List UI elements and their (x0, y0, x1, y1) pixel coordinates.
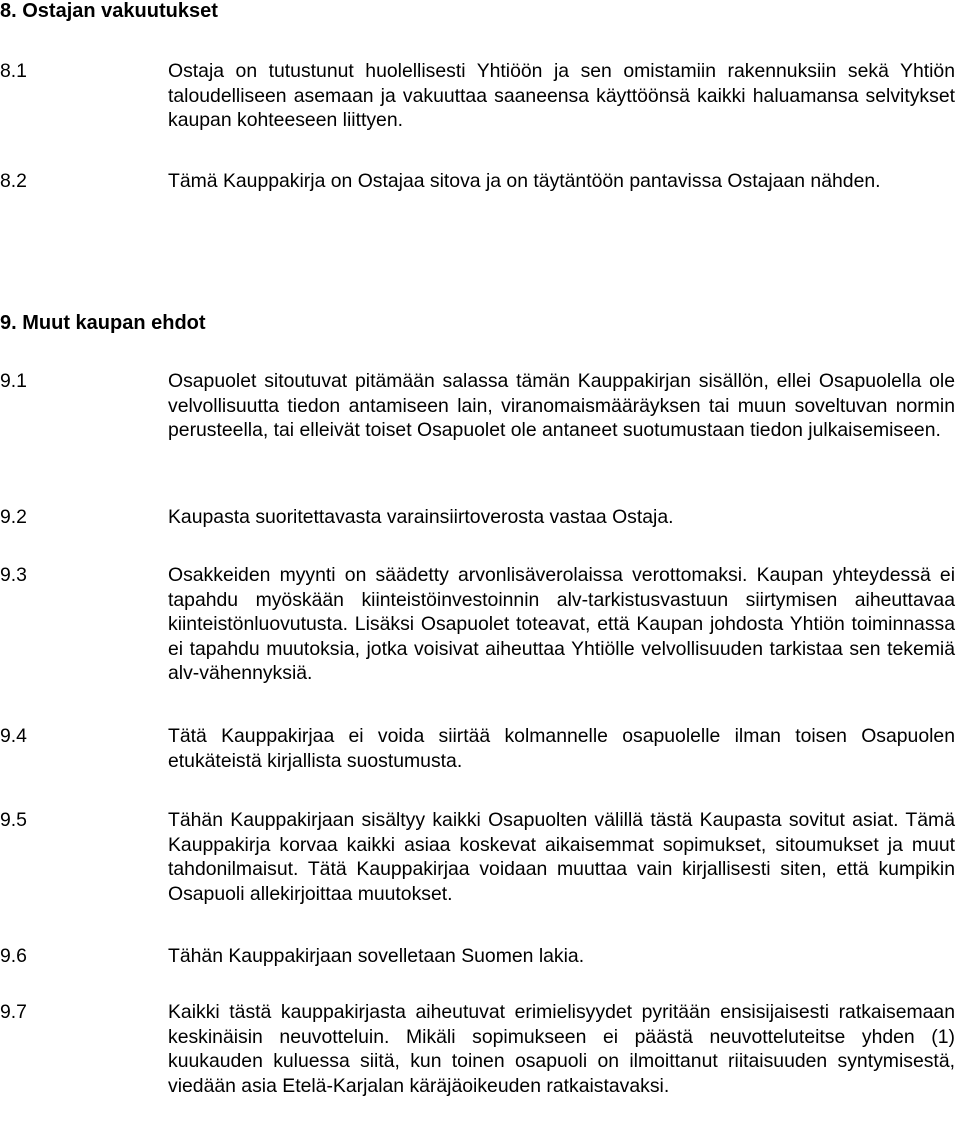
clause-text: Tähän Kauppakirjaan sisältyy kaikki Osapuolten välillä tästä Kaupasta sovitut asiat. Tämä Kauppakirja korvaa kaikki asiaa koskevat aikaisemmat sopimukset, sitoumukset ja muut tahdonilmaisut. Tätä Kauppakirjaa voidaan muuttaa vain kirjallisesti siten, että kumpikin Osapuoli allekirjoittaa muutokset. (168, 809, 955, 905)
clause-text: Osapuolet sitoutuvat pitämään salassa tämän Kauppakirjan sisällön, ellei Osapuolella ole velvollisuutta tiedon antamiseen lain, viranomaismääräyksen tai muun soveltuvan normin perusteella, tai elleivät toiset Osapuolet ole antaneet suotumustaan tiedon julkaisemiseen. (168, 370, 955, 441)
section-9-heading: 9. Muut kaupan ehdot (0, 312, 206, 334)
clause-number: 9.6 (0, 945, 27, 967)
clause-8-1 (0, 59, 955, 133)
clause-number: 9.1 (0, 370, 27, 392)
clause-number: 8.1 (0, 60, 27, 82)
clause-number: 8.2 (0, 170, 27, 192)
clause-number: 9.5 (0, 809, 27, 831)
clause-text: Ostaja on tutustunut huolellisesti Yhtiöön ja sen omistamiin rakennuksiin sekä Yhtiön taloudelliseen asemaan ja vakuuttaa saaneensa käyttöönsä kaikki haluamansa selvitykset kaupan kohteeseen liittyen. (168, 60, 955, 131)
clause-9-5 (0, 808, 955, 906)
clause-9-6 (0, 944, 955, 969)
clause-number: 9.7 (0, 1001, 27, 1023)
section-8-heading: 8. Ostajan vakuutukset (0, 0, 218, 22)
clause-9-4 (0, 724, 955, 773)
clause-text: Tämä Kauppakirja on Ostajaa sitova ja on täytäntöön pantavissa Ostajaan nähden. (168, 170, 881, 192)
clause-8-2 (0, 169, 955, 194)
clause-text: Tähän Kauppakirjaan sovelletaan Suomen lakia. (168, 945, 585, 967)
clause-text: Kaikki tästä kauppakirjasta aiheutuvat erimielisyydet pyritään ensisijaisesti ratkaisemaan keskinäisin neuvotteluin. Mikäli sopimukseen ei päästä neuvotteluteitse yhden (1) kuukauden kuluessa siitä, kun toinen osapuoli on ilmoittanut riitaisuuden syntymisestä, viedään asia Etelä-Karjalan käräjäoikeuden ratkaistavaksi. (168, 1001, 955, 1097)
clause-9-3 (0, 563, 955, 686)
clause-9-2 (0, 505, 955, 530)
clause-number: 9.2 (0, 506, 27, 528)
clause-9-7 (0, 1000, 955, 1098)
clause-number: 9.4 (0, 725, 27, 747)
clause-text: Kaupasta suoritettavasta varainsiirtoverosta vastaa Ostaja. (168, 506, 674, 528)
clause-number: 9.3 (0, 564, 27, 586)
clause-text: Tätä Kauppakirjaa ei voida siirtää kolmannelle osapuolelle ilman toisen Osapuolen etukäteistä kirjallista suostumusta. (168, 725, 955, 772)
clause-9-1 (0, 369, 955, 443)
clause-text: Osakkeiden myynti on säädetty arvonlisäverolaissa verottomaksi. Kaupan yhteydessä ei tapahdu myöskään kiinteistöinvestoinnin alv-tarkistusvastuun siirtymisen aiheuttavaa kiinteistönluovutusta. Lisäksi Osapuolet toteavat, että Kaupan johdosta Yhtiön toiminnassa ei tapahdu muutoksia, jotka voisivat aiheuttaa Yhtiölle velvollisuuden tarkistaa sen tekemiä alv-vähennyksiä. (168, 564, 955, 684)
